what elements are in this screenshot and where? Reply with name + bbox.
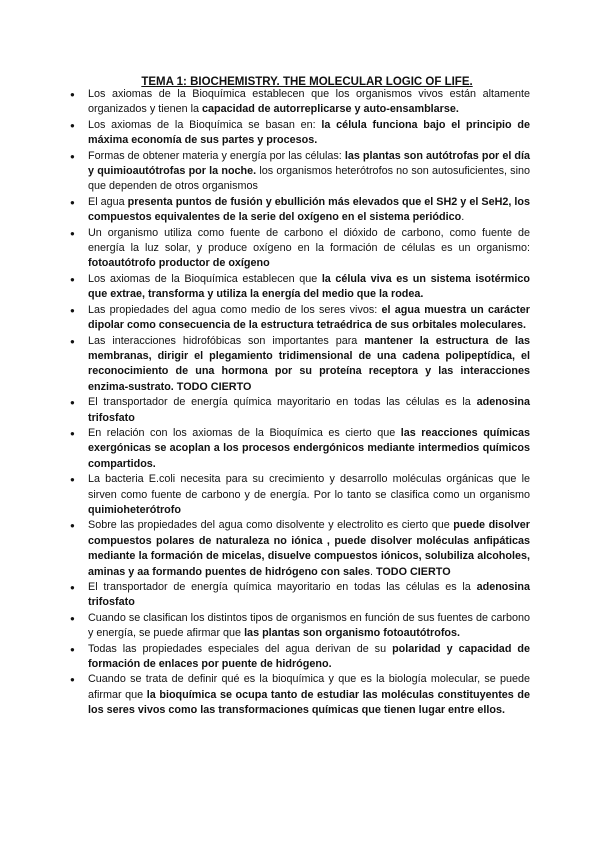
item-text: En relación con los axiomas de la Bioquímica es cierto que: [88, 426, 401, 439]
item-text: Todas las propiedades especiales del agua derivan de su: [88, 642, 393, 655]
item-answer: el agua muestra un carácter dipolar como consecuencia de la estructura tetraédrica de sus orbitales moleculares.: [88, 303, 530, 332]
item-answer: puede disolver compuestos polares de naturaleza no iónica , puede disolver moléculas anfipáticas mediante la formación de micelas, disuelve compuestos iónicos, solubiliza alcoholes, aminas y aa formando puentes de hidrógeno con sales: [88, 519, 530, 578]
list-item: [88, 334, 530, 396]
list-item: [88, 272, 530, 303]
list-item: [88, 580, 530, 611]
item-answer: fotoautótrofo productor de oxígeno: [88, 257, 270, 270]
item-answer: la célula funciona bajo el principio de máxima economía de sus partes y procesos.: [88, 118, 530, 147]
list-item: [88, 518, 530, 580]
item-text-continued: .: [370, 565, 376, 578]
item-text: Las propiedades del agua como medio de los seres vivos:: [88, 303, 382, 316]
item-text: Sobre las propiedades del agua como disolvente y electrolito es cierto que: [88, 519, 454, 532]
document-title: TEMA 1: BIOCHEMISTRY. THE MOLECULAR LOGIC OF LIFE.: [141, 76, 473, 88]
item-text-continued: los organismos heterótrofos no son autosuficientes, sino que dependen de otros organismos: [88, 165, 530, 193]
item-answer: quimioheterótrofo: [88, 503, 181, 516]
item-answer: presenta puntos de fusión y ebullición más elevados que el SH2 y el SeH2, los compuestos equivalentes de la serie del oxígeno en el sistema periódico: [88, 195, 530, 224]
item-answer: polaridad y capacidad de formación de enlaces por puente de hidrógeno.: [88, 642, 530, 671]
item-answer: las plantas son organismo fotoautótrofos.: [244, 627, 461, 640]
list-item: [88, 303, 530, 334]
item-answer: las reacciones químicas exergónicas se acoplan a los procesos endergónicos mediante intermedios químicos compartidos.: [88, 426, 530, 470]
item-text: Un organismo utiliza como fuente de carbono el dióxido de carbono, como fuente de energía la luz solar, y produce oxígeno en la formación de células es un organismo:: [88, 226, 530, 255]
item-text: El agua: [88, 195, 128, 208]
question-list: [88, 87, 530, 719]
list-item: [88, 118, 530, 149]
list-item: [88, 672, 530, 718]
list-item: [88, 611, 530, 642]
item-answer-extra: TODO CIERTO: [376, 565, 451, 578]
list-item: [88, 472, 530, 518]
item-text: Cuando se trata de definir qué es la bioquímica y que es la biología molecular, se puede afirmar que: [88, 673, 530, 701]
item-answer: la bioquímica se ocupa tanto de estudiar las moléculas constituyentes de los seres vivos como las transformaciones químicas que tienen lugar entre ellos.: [88, 688, 530, 717]
item-text: Cuando se clasifican los distintos tipos de organismos en función de sus fuentes de carbono y energía, se puede afirmar que: [88, 611, 530, 640]
list-item: [88, 395, 530, 426]
item-answer: adenosina trifosfato: [88, 396, 530, 424]
item-text: El transportador de energía química mayoritario en todas las células es la: [88, 396, 477, 409]
list-item: [88, 195, 530, 226]
item-text-continued: .: [461, 211, 465, 224]
item-answer: adenosina trifosfato: [88, 581, 530, 609]
item-answer: mantener la estructura de las membranas, dirigir el plegamiento tridimensional de una cadena polipeptídica, el reconocimiento de una hormona por su proteína receptora y las interacciones enzima-sustrato. TODO CIERTO: [88, 334, 530, 393]
item-text: Las interacciones hidrofóbicas son importantes para: [88, 334, 365, 347]
item-answer: la célula viva es un sistema isotérmico que extrae, transforma y utiliza la energía del medio que la rodea.: [88, 272, 530, 301]
item-text: Los axiomas de la Bioquímica establecen que: [88, 272, 322, 285]
item-answer: las plantas son autótrofas por el día y quimioautótrofas por la noche.: [88, 149, 530, 178]
item-text: Los axiomas de la Bioquímica establecen que los organismos vivos están altamente organizados y tienen la: [88, 88, 530, 116]
item-answer: capacidad de autorreplicarse y auto-ensamblarse.: [202, 103, 459, 116]
list-item: [88, 226, 530, 272]
list-item: [88, 426, 530, 472]
list-item: [88, 149, 530, 195]
item-text: Formas de obtener materia y energía por las células:: [88, 149, 345, 162]
item-text: El transportador de energía química mayoritario en todas las células es la: [88, 581, 477, 593]
item-text: Los axiomas de la Bioquímica se basan en:: [88, 118, 322, 131]
list-item: [88, 87, 530, 118]
item-text: La bacteria E.coli necesita para su crecimiento y desarrollo moléculas orgánicas que le sirven como fuente de carbono y de energía. Por lo tanto se clasifica como un organismo: [88, 473, 530, 501]
list-item: [88, 642, 530, 673]
